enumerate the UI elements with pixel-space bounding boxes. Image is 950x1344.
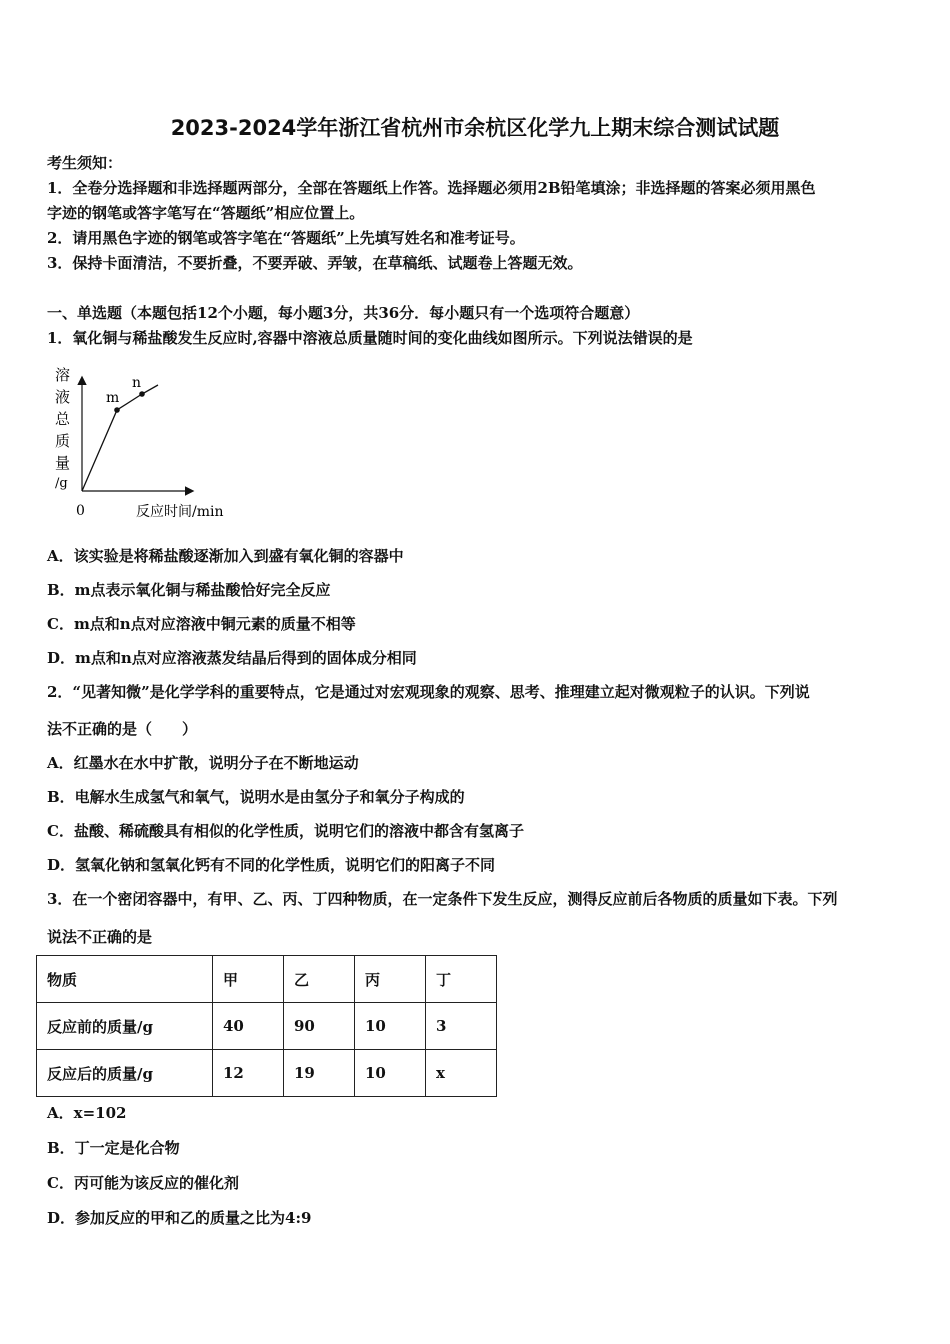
label-n: n [132,375,142,391]
table-cell: 19 [284,1050,355,1097]
ylabel-char-6: /g [55,476,68,491]
table-cell: 甲 [213,956,284,1003]
q3-option-a: A．x=102 [47,1104,127,1122]
q1-option-b: B．m点表示氧化铜与稀盐酸恰好完全反应 [47,581,331,599]
table-cell: 90 [284,1003,355,1050]
notice-line-2: 字迹的钢笔或答字笔写在“答题纸”相应位置上。 [47,204,365,222]
q2-option-a: A．红墨水在水中扩散，说明分子在不断地运动 [47,754,359,772]
q3-stem-2: 说法不正确的是 [47,928,153,946]
q1-stem: 1．氧化铜与稀盐酸发生反应时,容器中溶液总质量随时间的变化曲线如图所示。下列说法错误的是 [47,329,693,347]
q2-option-c: C．盐酸、稀硫酸具有相似的化学性质，说明它们的溶液中都含有氢离子 [47,822,524,840]
ylabel-char-3: 总 [55,410,71,428]
table-cell: 反应后的质量/g [37,1050,213,1097]
mass-curve [82,385,158,491]
point-m [114,407,120,413]
label-m: m [106,390,120,406]
ylabel-char-4: 质 [55,432,71,450]
xlabel: 反应时间/min [136,504,224,520]
q1-option-c: C．m点和n点对应溶液中铜元素的质量不相等 [47,615,356,633]
q3-option-c: C．丙可能为该反应的催化剂 [47,1174,239,1192]
table-cell: x [426,1050,497,1097]
q3-mass-table [36,955,497,1097]
table-row [37,1050,497,1097]
notice-line-4: 3．保持卡面清洁，不要折叠，不要弄破、弄皱，在草稿纸、试题卷上答题无效。 [47,254,583,272]
table-cell: 3 [426,1003,497,1050]
table-cell: 乙 [284,956,355,1003]
notice-line-3: 2．请用黑色字迹的钢笔或答字笔在“答题纸”上先填写姓名和准考证号。 [47,229,525,247]
q2-stem-2: 法不正确的是（ ） [47,720,198,738]
table-cell: 丙 [355,956,426,1003]
table-cell: 10 [355,1050,426,1097]
table-cell: 物质 [37,956,213,1003]
section-heading: 一、单选题（本题包括12个小题，每小题3分，共36分．每小题只有一个选项符合题意） [47,304,640,322]
table-cell: 反应前的质量/g [37,1003,213,1050]
ylabel-char-2: 液 [55,388,71,406]
q1-option-d: D．m点和n点对应溶液蒸发结晶后得到的固体成分相同 [47,649,417,667]
q2-option-d: D．氢氧化钠和氢氧化钙有不同的化学性质，说明它们的阳离子不同 [47,856,496,874]
origin-label: 0 [76,503,85,519]
notice-heading: 考生须知： [47,154,123,172]
table-cell: 12 [213,1050,284,1097]
q1-graph [50,360,250,525]
table-cell: 丁 [426,956,497,1003]
table-cell: 40 [213,1003,284,1050]
table-cell: 10 [355,1003,426,1050]
table-header-row [37,956,497,1003]
q2-option-b: B．电解水生成氢气和氧气，说明水是由氢分子和氧分子构成的 [47,788,465,806]
q2-stem-1: 2．“见著知微”是化学学科的重要特点，它是通过对宏观现象的观察、思考、推理建立起对微观粒子的认识。下列说 [47,683,810,701]
q1-option-a: A．该实验是将稀盐酸逐渐加入到盛有氧化铜的容器中 [47,547,404,565]
point-n [139,391,145,397]
table-row [37,1003,497,1050]
q3-option-d: D．参加反应的甲和乙的质量之比为4:9 [47,1209,312,1227]
ylabel-char-1: 溶 [55,366,71,384]
ylabel-char-5: 量 [55,454,71,472]
notice-line-1: 1．全卷分选择题和非选择题两部分，全部在答题纸上作答。选择题必须用2B铅笔填涂；非选择题的答案必须用黑色 [47,179,816,197]
q3-option-b: B．丁一定是化合物 [47,1139,180,1157]
page-title: 2023-2024学年浙江省杭州市余杭区化学九上期末综合测试试题 [170,116,780,140]
q3-stem-1: 3．在一个密闭容器中，有甲、乙、丙、丁四种物质，在一定条件下发生反应，测得反应前后各物质的质量如下表。下列 [47,890,838,908]
